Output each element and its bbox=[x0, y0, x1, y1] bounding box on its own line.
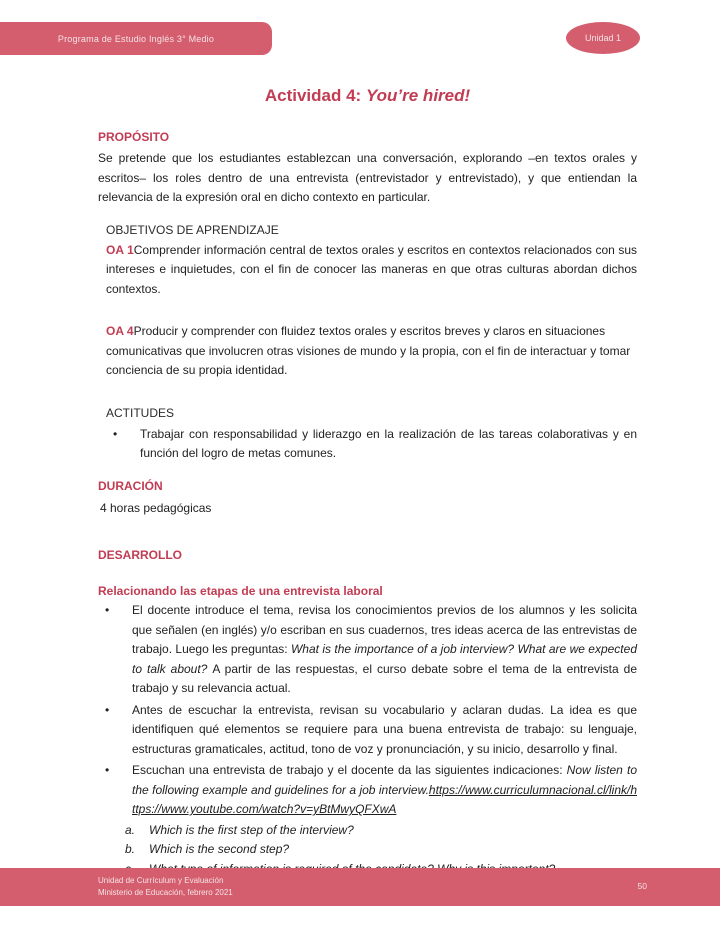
footer-org-line2: Ministerio de Educación, febrero 2021 bbox=[98, 888, 233, 897]
desarrollo-bullet-2 bbox=[98, 701, 637, 760]
bullet-icon: • bbox=[105, 702, 110, 717]
question-b-label: b. bbox=[125, 842, 136, 856]
desarrollo-bullet-list bbox=[98, 601, 637, 879]
oa1-text: Comprender información central de textos orales y escritos en contextos relacionados con sus intereses e inquietudes, con el fin de conocer las maneras en que otras culturas abordan dichos contextos. bbox=[106, 242, 638, 296]
footer-bar bbox=[0, 868, 720, 906]
question-item-a bbox=[125, 821, 637, 841]
bullet3-intro: Escuchan una entrevista de trabajo y el docente da las siguientes indicaciones: bbox=[132, 763, 567, 777]
desarrollo-bullet-1-text bbox=[132, 601, 637, 699]
actitudes-bullet-text: Trabajar con responsabilidad y liderazgo en la realización de las tareas colaborativas y en función del logro de metas comunes. bbox=[140, 426, 637, 460]
oa1-paragraph bbox=[106, 241, 637, 300]
bullet3-english-instruction: Now listen to the following example and guidelines for a job interview. bbox=[132, 763, 637, 797]
oa4-code: OA 4 bbox=[106, 324, 134, 338]
footer-org-line1: Unidad de Currículum y Evaluación bbox=[98, 876, 224, 885]
desarrollo-heading: DESARROLLO bbox=[98, 548, 182, 562]
bullet1-english-questions: What is the importance of a job interview? What are we expected to talk about? bbox=[132, 642, 637, 676]
desarrollo-bullet-2-text: Antes de escuchar la entrevista, revisan su vocabulario y aclaran dudas. La idea es que identifiquen qué elementos se requiere para una buena entrevista de trabajo: su lenguaje, estructuras gramaticales, actitud, tono de voz y pronunciación, y su inicio, desarrollo y final. bbox=[132, 702, 637, 756]
duracion-value: 4 horas pedagógicas bbox=[100, 500, 212, 515]
desarrollo-subheading: Relacionando las etapas de una entrevista laboral bbox=[98, 584, 383, 598]
bullet1-outro: A partir de las respuestas, el curso debate sobre el tema de la entrevista de trabajo y su relevancia actual. bbox=[132, 661, 638, 695]
bullet1-intro: El docente introduce el tema, revisa los conocimientos previos de los alumnos y les solicita que señalen (en inglés) y/o escriban en sus cuadernos, tres ideas acerca de las entrevistas de trabajo. Luego les preguntas: bbox=[132, 603, 637, 656]
question-item-b bbox=[125, 840, 637, 860]
proposito-heading: PROPÓSITO bbox=[98, 130, 170, 144]
page-title bbox=[98, 0, 637, 107]
objetivos-heading: OBJETIVOS DE APRENDIZAJE bbox=[106, 222, 279, 237]
desarrollo-bullet-1 bbox=[98, 601, 637, 699]
program-badge-label: Programa de Estudio Inglés 3° Medio bbox=[57, 33, 215, 44]
actitudes-bullet bbox=[106, 425, 637, 464]
oa4-text: Producir y comprender con fluidez textos orales y escritos breves y claros en situaciones comunicativas que involucren otras visiones de mundo y la propia, con el fin de interactuar y tomar conciencia de su propia identidad. bbox=[106, 324, 631, 377]
bullet-icon: • bbox=[105, 603, 110, 617]
footer-organization bbox=[98, 875, 233, 899]
question-a-label: a. bbox=[125, 822, 136, 837]
desarrollo-bullet-3-text bbox=[132, 761, 637, 820]
bullet-icon: • bbox=[113, 426, 118, 441]
duracion-heading: DURACIÓN bbox=[98, 478, 163, 493]
unit-badge-label: Unidad 1 bbox=[584, 33, 622, 43]
page-title-prefix: Actividad 4: bbox=[264, 86, 366, 105]
document-content bbox=[98, 0, 637, 879]
bullet-icon: • bbox=[105, 763, 110, 777]
actitudes-heading: ACTITUDES bbox=[106, 405, 175, 420]
question-a-text: Which is the first step of the interview? bbox=[149, 822, 354, 837]
oa1-code: OA 1 bbox=[106, 242, 134, 257]
video-link[interactable]: https://www.curriculumnacional.cl/link/https://www.youtube.com/watch?v=yBtMwyQFXwA bbox=[132, 782, 637, 816]
oa4-paragraph bbox=[106, 322, 637, 381]
page-number: 50 bbox=[637, 881, 647, 891]
proposito-paragraph: Se pretende que los estudiantes establezcan una conversación, explorando –en textos orales y escritos– los roles dentro de una entrevista (entrevistador y entrevistado), y que entiendan la relevancia de la expresión oral en dicho contexto en particular. bbox=[98, 151, 637, 204]
page-title-activity-name: You’re hired! bbox=[365, 86, 471, 105]
desarrollo-bullet-3 bbox=[98, 761, 637, 820]
question-b-text: Which is the second step? bbox=[149, 842, 290, 856]
